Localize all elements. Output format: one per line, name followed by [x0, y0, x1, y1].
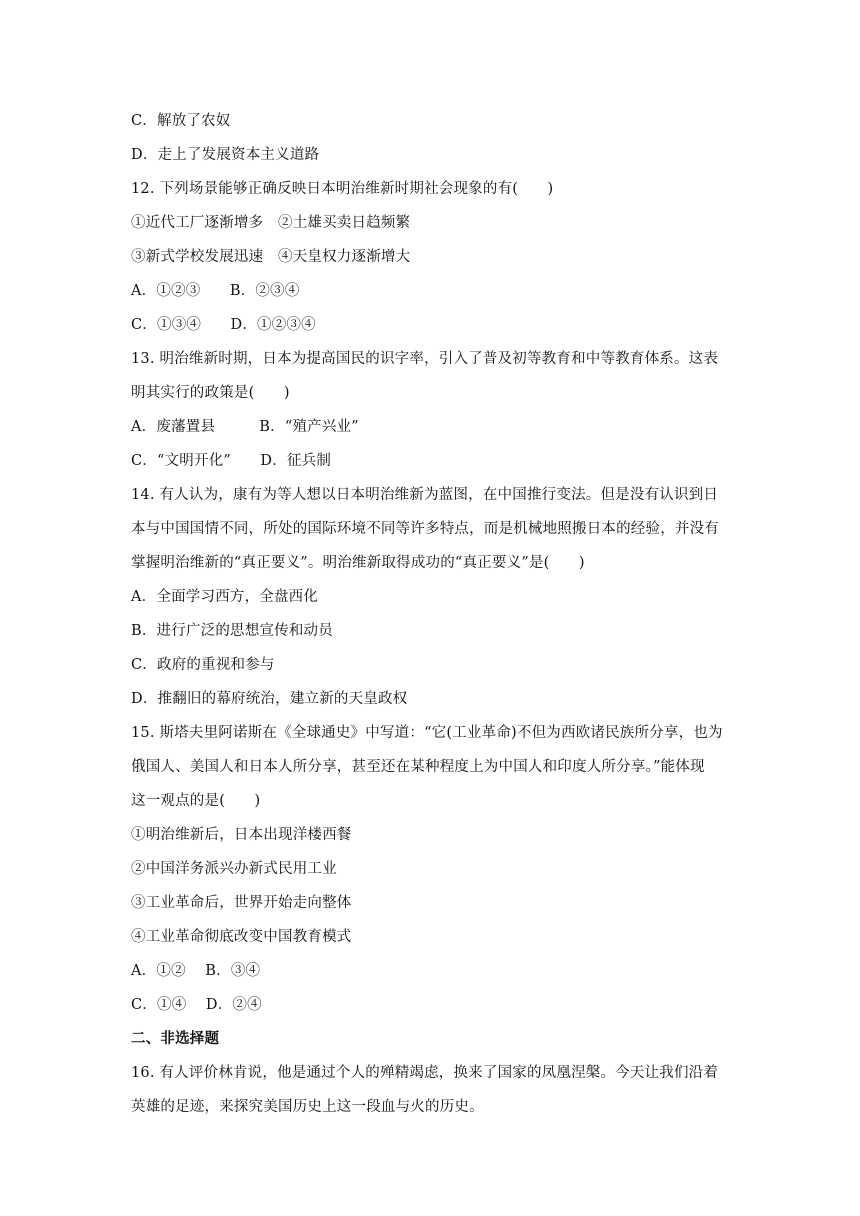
- question-12-items-1-2: ①近代工厂逐渐增多 ②土雄买卖日趋频繁: [131, 215, 411, 231]
- question-15-item-2: ②中国洋务派兴办新式民用工业: [131, 861, 337, 877]
- question-15-stem-line-1: 15. 斯塔夫里阿诺斯在《全球通史》中写道：“它(工业革命)不但为西欧诸民族所分享，也为: [131, 725, 723, 741]
- question-15-item-1: ①明治维新后，日本出现洋楼西餐: [131, 827, 352, 843]
- question-15-stem-line-3: 这一观点的是( ): [131, 793, 261, 809]
- question-12-items-3-4: ③新式学校发展迅速 ④天皇权力逐渐增大: [131, 249, 411, 265]
- question-14-option-a: A．全面学习西方，全盘西化: [131, 589, 319, 605]
- question-12-options-cd: C．①③④ D．①②③④: [131, 317, 316, 333]
- question-14-stem-line-3: 掌握明治维新的“真正要义”。明治维新取得成功的“真正要义”是( ): [131, 555, 585, 571]
- question-13-stem-line-2: 明其实行的政策是( ): [131, 385, 290, 401]
- option-d-q11: D．走上了发展资本主义道路: [131, 147, 320, 163]
- section-heading: 二、非选择题: [131, 1030, 220, 1047]
- question-12-options-ab: A．①②③ B．②③④: [131, 283, 300, 299]
- question-16-stem-line-2: 英雄的足迹，来探究美国历史上这一段血与火的历史。: [131, 1099, 484, 1115]
- question-14-stem-line-2: 本与中国国情不同，所处的国际环境不同等许多特点，而是机械地照搬日本的经验，并没有: [131, 521, 719, 537]
- option-c-q11: C．解放了农奴: [131, 113, 231, 129]
- question-16-stem-line-1: 16. 有人评价林肯说，他是通过个人的殚精竭虑，换来了国家的凤凰涅槃。今天让我们沿着: [131, 1065, 719, 1081]
- question-15-item-3: ③工业革命后，世界开始走向整体: [131, 895, 352, 911]
- question-14-option-b: B．进行广泛的思想宣传和动员: [131, 623, 333, 639]
- question-12-stem: 12. 下列场景能够正确反映日本明治维新时期社会现象的有( ): [131, 181, 554, 197]
- question-13-options-cd: C．“文明开化” D．征兵制: [131, 453, 332, 469]
- question-15-item-4: ④工业革命彻底改变中国教育模式: [131, 929, 352, 945]
- question-14-option-d: D．推翻旧的幕府统治，建立新的天皇政权: [131, 691, 408, 707]
- question-15-stem-line-2: 俄国人、美国人和日本人所分享，甚至还在某种程度上为中国人和印度人所分享。”能体现: [131, 759, 705, 775]
- question-14-option-c: C．政府的重视和参与: [131, 657, 275, 673]
- question-14-stem-line-1: 14. 有人认为，康有为等人想以日本明治维新为蓝图，在中国推行变法。但是没有认识到日: [131, 487, 719, 503]
- question-15-options-ab: A．①② B．③④: [131, 963, 261, 979]
- question-13-stem-line-1: 13. 明治维新时期，日本为提高国民的识字率，引入了普及初等教育和中等教育体系。这表: [131, 351, 719, 367]
- question-15-options-cd: C．①④ D．②④: [131, 997, 262, 1013]
- question-13-options-ab: A．废藩置县 B．“殖产兴业”: [131, 419, 359, 435]
